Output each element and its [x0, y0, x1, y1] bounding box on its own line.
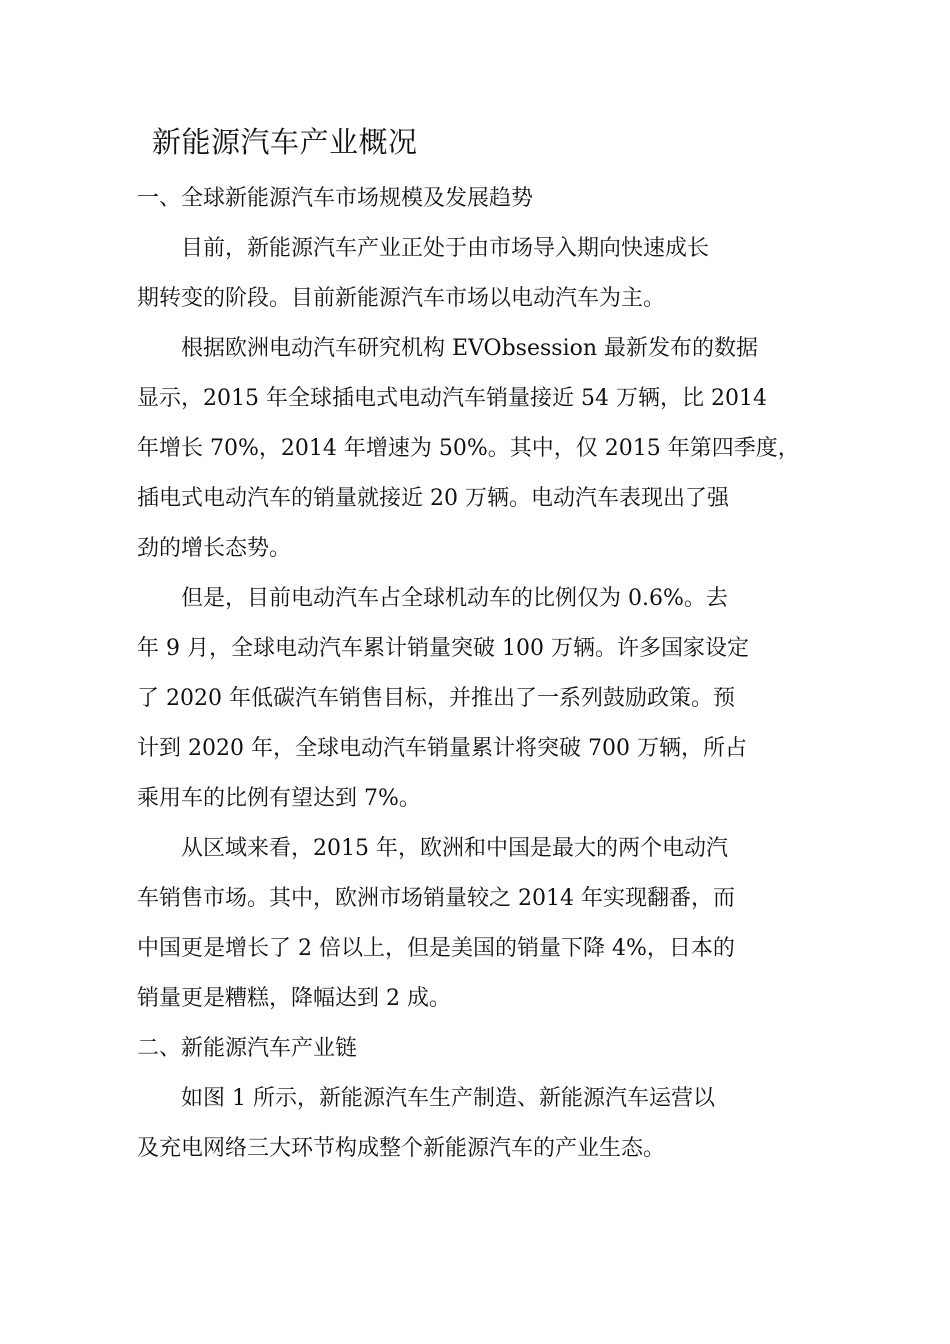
paragraph-market-stage — [137, 224, 825, 324]
paragraph-market-share — [137, 574, 825, 824]
text-line: 但是，目前电动汽车占全球机动车的比例仅为 0.6%。去 — [181, 586, 728, 611]
text-line: 及充电网络三大环节构成整个新能源汽车的产业生态。 — [137, 1136, 666, 1161]
text-line: 销量更是糟糕，降幅达到 2 成。 — [137, 986, 451, 1011]
text-line: 插电式电动汽车的销量就接近 20 万辆。电动汽车表现出了强 — [137, 486, 729, 511]
text-line: 期转变的阶段。目前新能源汽车市场以电动汽车为主。 — [137, 286, 666, 311]
text-line: 年 9 月，全球电动汽车累计销量突破 100 万辆。许多国家设定 — [137, 636, 749, 661]
text-line: 根据欧洲电动汽车研究机构 EVObsession 最新发布的数据 — [181, 336, 759, 361]
document-title: 新能源汽车产业概况 — [152, 125, 418, 159]
text-line: 如图 1 所示，新能源汽车生产制造、新能源汽车运营以 — [181, 1086, 715, 1111]
text-line: 年增长 70%，2014 年增速为 50%。其中，仅 2015 年第四季度， — [137, 436, 800, 461]
paragraph-sales-data — [137, 324, 825, 574]
text-line: 车销售市场。其中，欧洲市场销量较之 2014 年实现翻番，而 — [137, 886, 735, 911]
document-body — [137, 174, 825, 1174]
text-line: 显示，2015 年全球插电式电动汽车销量接近 54 万辆，比 2014 — [137, 386, 767, 411]
paragraph-regional — [137, 824, 825, 1024]
paragraph-industry-chain — [137, 1074, 825, 1174]
text-line: 了 2020 年低碳汽车销售目标，并推出了一系列鼓励政策。预 — [137, 686, 735, 711]
section-heading-industry-chain: 二、新能源汽车产业链 — [137, 1036, 358, 1061]
text-line: 中国更是增长了 2 倍以上，但是美国的销量下降 4%，日本的 — [137, 936, 735, 961]
text-line: 乘用车的比例有望达到 7%。 — [137, 786, 421, 811]
section-heading-market: 一、全球新能源汽车市场规模及发展趋势 — [137, 186, 534, 211]
text-line: 从区域来看，2015 年，欧洲和中国是最大的两个电动汽 — [181, 836, 728, 861]
text-line: 计到 2020 年，全球电动汽车销量累计将突破 700 万辆，所占 — [137, 736, 747, 761]
text-line: 目前，新能源汽车产业正处于由市场导入期向快速成长 — [181, 236, 710, 261]
text-line: 劲的增长态势。 — [137, 536, 292, 561]
